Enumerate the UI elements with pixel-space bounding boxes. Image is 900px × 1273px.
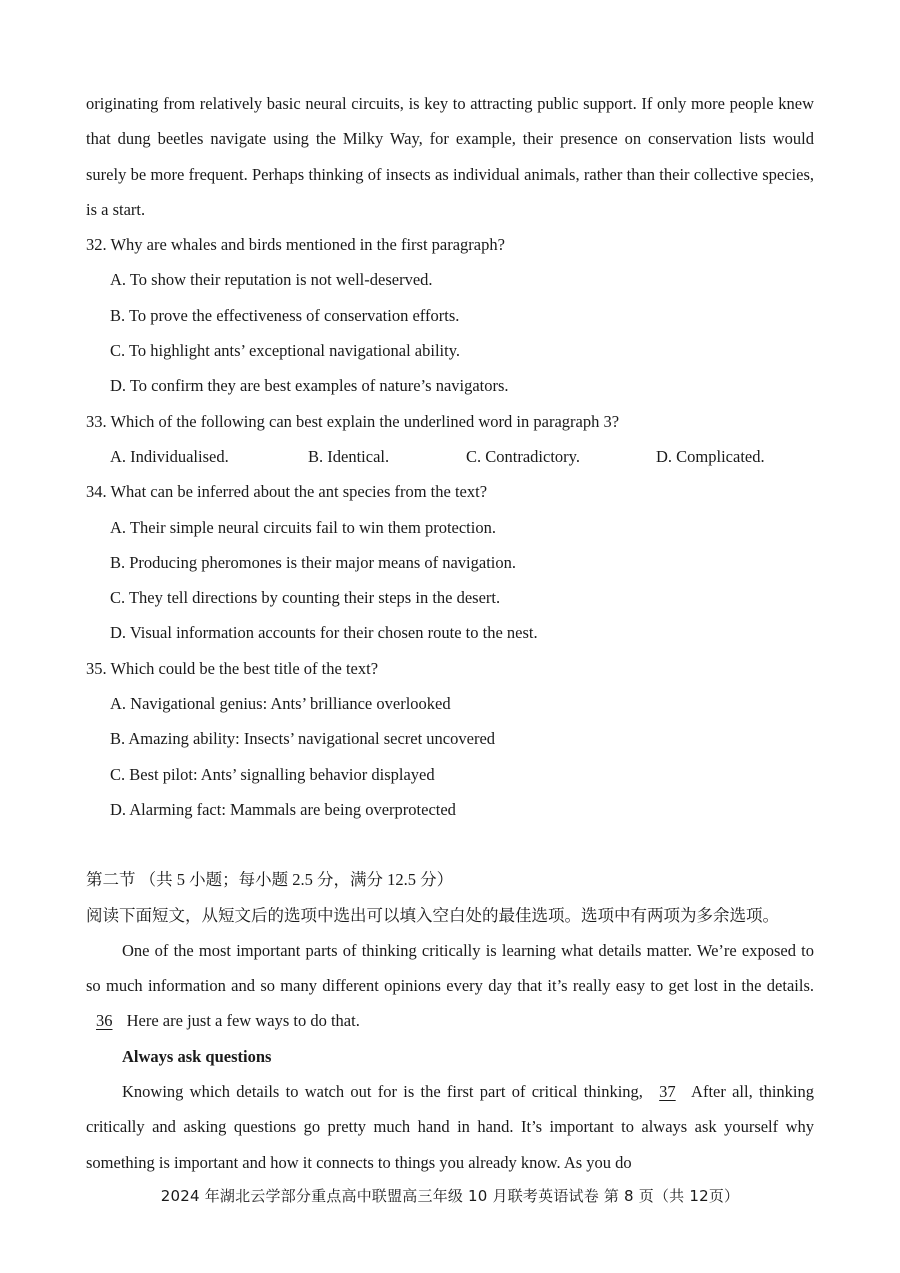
question-32-option-a: A. To show their reputation is not well-deserved. [110,270,433,290]
question-35-option-b: B. Amazing ability: Insects’ navigational secret uncovered [110,729,496,749]
section-spacer [86,827,814,862]
exam-page [86,86,814,1180]
section-2-heading: 第二节 （共 5 小题；每小题 2.5 分，满分 12.5 分） [86,870,454,890]
question-33-options [86,439,814,474]
question-33-stem: 33. Which of the following can best explain the underlined word in paragraph 3? [86,411,620,431]
question-34-option-a: A. Their simple neural circuits fail to win them protection. [110,517,496,537]
question-34-stem: 34. What can be inferred about the ant species from the text? [86,482,488,502]
cloze-subheading: Always ask questions [122,1046,272,1066]
section-2-instruction: 阅读下面短文，从短文后的选项中选出可以填入空白处的最佳选项。选项中有两项为多余选项。 [86,905,779,925]
question-35-stem: 35. Which could be the best title of the text? [86,658,379,678]
question-32-option-b: B. To prove the effectiveness of conservation efforts. [110,305,460,325]
cloze-paragraph-1-text-b: Here are just a few ways to do that. [122,1011,360,1031]
question-33-option-c: C. Contradictory. [466,446,580,466]
question-33-option-d: D. Complicated. [656,446,765,466]
question-34-option-d: D. Visual information accounts for their chosen route to the nest. [110,623,538,643]
cloze-paragraph-2-text-b: After all, thinking critically and asking questions go pretty much hand in hand. It’s important to always ask yourself why something is important and how it connects to things you already know. As you do [86,1082,814,1172]
cloze-paragraph-2 [86,1074,814,1180]
cloze-paragraph-1-text-a: One of the most important parts of thinking critically is learning what details matter. We’re exposed to so much information and so many different opinions every day that it’s really easy to get lost in the details. [86,940,814,996]
question-32-option-c: C. To highlight ants’ exceptional navigational ability. [110,341,461,361]
question-34-option-b: B. Producing pheromones is their major means of navigation. [110,552,517,572]
question-32-option-d: D. To confirm they are best examples of nature’s navigators. [110,376,509,396]
cloze-paragraph-2-text-a: Knowing which details to watch out for is the first part of critical thinking, [122,1082,650,1102]
question-35-option-c: C. Best pilot: Ants’ signalling behavior displayed [110,764,435,784]
cloze-paragraph-1 [86,933,814,1039]
question-32-stem: 32. Why are whales and birds mentioned in the first paragraph? [86,235,505,255]
blank-37: 37 [659,1082,676,1102]
question-33-option-b: B. Identical. [308,446,390,466]
question-35-option-a: A. Navigational genius: Ants’ brilliance overlooked [110,694,451,714]
passage-continuation: originating from relatively basic neural circuits, is key to attracting public support. If only more people knew that dung beetles navigate using the Milky Way, for example, their presence on conservation lists would surely be more frequent. Perhaps thinking of insects as individual animals, rather than their collective species, is a start. [86,94,814,219]
page-footer: 2024 年湖北云学部分重点高中联盟高三年级 10 月联考英语试卷 第 8 页（共 12页） [160,1187,740,1205]
question-33-option-a: A. Individualised. [110,446,229,466]
question-34-option-c: C. They tell directions by counting their steps in the desert. [110,588,501,608]
question-35-option-d: D. Alarming fact: Mammals are being overprotected [110,799,456,819]
blank-36: 36 [96,1011,113,1031]
